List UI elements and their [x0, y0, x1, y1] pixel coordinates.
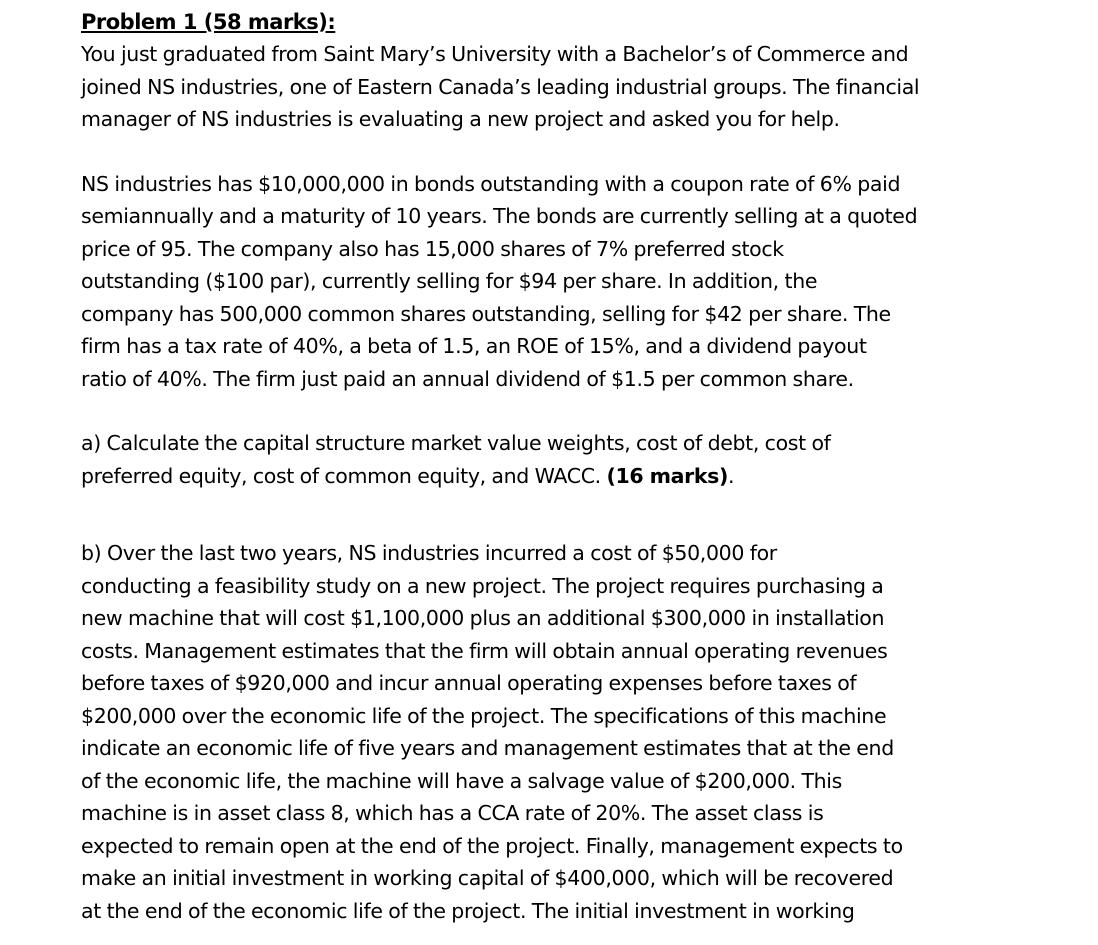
part-b-line: machine is in asset class 8, which has a CCA rate of 20%. The asset class is [81, 801, 824, 825]
part-a-line [81, 460, 1081, 493]
facts-line: company has 500,000 common shares outstanding, selling for $42 per share. The [81, 301, 891, 326]
problem-heading: Problem 1 (58 marks): [81, 10, 336, 34]
part-b-line: at the end of the economic life of the project. The initial investment in working [81, 898, 855, 923]
part-b-line: conducting a feasibility study on a new project. The project requires purchasing a [81, 573, 884, 598]
facts-paragraph [81, 168, 1081, 396]
part-b-line: indicate an economic life of five years and management estimates that at the end [81, 736, 894, 760]
intro-paragraph [81, 38, 1081, 136]
part-a-text: preferred equity, cost of common equity, and WACC. [81, 463, 607, 488]
facts-line: NS industries has $10,000,000 in bonds outstanding with a coupon rate of 6% paid [81, 171, 901, 196]
part-a-marks: (16 marks) [606, 463, 729, 488]
part-b-line: of the economic life, the machine will have a salvage value of $200,000. This [81, 768, 842, 793]
facts-line: outstanding ($100 par), currently selling for $94 per share. In addition, the [81, 269, 818, 293]
part-b-line: expected to remain open at the end of the project. Finally, management expects to [81, 833, 903, 858]
part-a-paragraph [81, 427, 1081, 492]
part-b-line: $200,000 over the economic life of the project. The specifications of this machine [81, 703, 887, 728]
part-b-line: new machine that will cost $1,100,000 plus an additional $300,000 in installation [81, 606, 885, 630]
part-a-line: a) Calculate the capital structure market value weights, cost of debt, cost of [81, 431, 831, 455]
part-b-line: b) Over the last two years, NS industries incurred a cost of $50,000 for [81, 541, 777, 565]
part-b-line: before taxes of $920,000 and incur annual operating expenses before taxes of [81, 671, 857, 695]
part-a-period: . [728, 463, 735, 488]
intro-line: joined NS industries, one of Eastern Canada’s leading industrial groups. The financial [81, 74, 920, 99]
intro-line: You just graduated from Saint Mary’s University with a Bachelor’s of Commerce and [81, 42, 909, 66]
part-b-paragraph [81, 537, 1081, 927]
facts-line: price of 95. The company also has 15,000 shares of 7% preferred stock [81, 236, 784, 261]
document-page [81, 6, 1081, 927]
part-b-line: make an initial investment in working capital of $400,000, which will be recovered [81, 866, 894, 890]
facts-line: ratio of 40%. The firm just paid an annual dividend of $1.5 per common share. [81, 366, 854, 391]
facts-line: firm has a tax rate of 40%, a beta of 1.5, an ROE of 15%, and a dividend payout [81, 334, 867, 358]
facts-line: semiannually and a maturity of 10 years. The bonds are currently selling at a quoted [81, 204, 918, 228]
part-b-line: costs. Management estimates that the firm will obtain annual operating revenues [81, 638, 888, 663]
intro-line: manager of NS industries is evaluating a new project and asked you for help. [81, 107, 840, 131]
